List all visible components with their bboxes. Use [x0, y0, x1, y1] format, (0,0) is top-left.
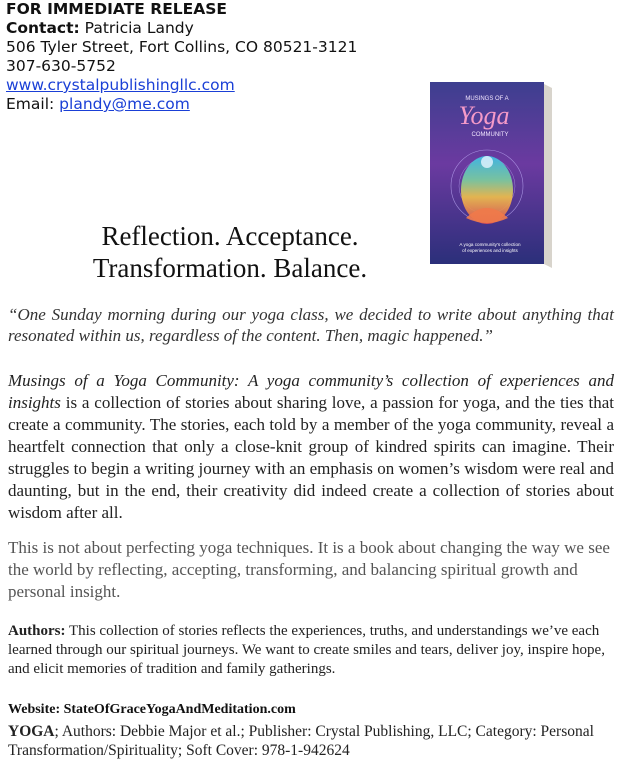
- book-details-text: ; Authors: Debbie Major et al.; Publisher: Crystal Publishing, LLC; Category: Personal Transformation/Spirituality; Soft Cover: 978-1-942624: [8, 723, 594, 759]
- email-label: Email:: [6, 95, 55, 113]
- book-title: Yoga: [458, 101, 510, 130]
- book-details: [8, 722, 614, 760]
- website-link[interactable]: www.crystalpublishingllc.com: [6, 76, 235, 94]
- book-details-label: YOGA: [8, 723, 55, 740]
- book-subtitle: COMMUNITY: [471, 132, 509, 138]
- description: [8, 370, 614, 524]
- book-top-text: MUSINGS OF A: [465, 96, 509, 102]
- website-line: Website: StateOfGraceYogaAndMeditation.com: [8, 702, 296, 717]
- authors-paragraph: [8, 622, 614, 679]
- address: 506 Tyler Street, Fort Collins, CO 80521-3121: [6, 38, 358, 56]
- tagline-line1: Reflection. Acceptance.: [101, 221, 359, 251]
- tagline: [40, 220, 420, 284]
- book-tag-line2: of experiences and insights: [462, 248, 518, 253]
- book-tag-line1: A yoga community's collection: [459, 242, 521, 247]
- phone: 307-630-5752: [6, 57, 116, 75]
- contact-line: [6, 19, 357, 38]
- description-title: Musings of a Yoga Community: A yoga community’s collection of experiences and insights: [8, 371, 614, 412]
- email-link[interactable]: plandy@me.com: [59, 95, 190, 113]
- contact-name: Patricia Landy: [84, 19, 194, 37]
- contact-header: [6, 0, 357, 114]
- release-heading: FOR IMMEDIATE RELEASE: [6, 0, 228, 18]
- email-line: [6, 95, 357, 114]
- description-body: is a collection of stories about sharing love, a passion for yoga, and the ties that create a community. The stories, each told by a member of the yoga community, reveal a heartfelt connection that only a close-knit group of kindred spirits can imagine. Their struggles to begin a writing journey with an emphasis on women’s wisdom were real and daunting, but in the end, their creativity did indeed create a collection of stories about wisdom after all.: [8, 393, 614, 522]
- not-about-paragraph: This is not about perfecting yoga techniques. It is a book about changing the way we see the world by reflecting, accepting, transforming, and balancing spiritual growth and personal insight.: [8, 538, 610, 601]
- tagline-line2: Transformation. Balance.: [92, 253, 368, 283]
- book-cover-image: [426, 78, 554, 270]
- contact-label: Contact:: [6, 19, 80, 37]
- quote: “One Sunday morning during our yoga class, we decided to write about anything that resonated within us, regardless of the content. Then, magic happened.”: [8, 305, 614, 345]
- authors-text: This collection of stories reflects the experiences, truths, and understandings we’ve each learned through our spiritual journeys. We want to create smiles and tears, deliver joy, inspire hope, and elicit memories of tradition and family gatherings.: [8, 623, 605, 677]
- authors-label: Authors:: [8, 623, 66, 639]
